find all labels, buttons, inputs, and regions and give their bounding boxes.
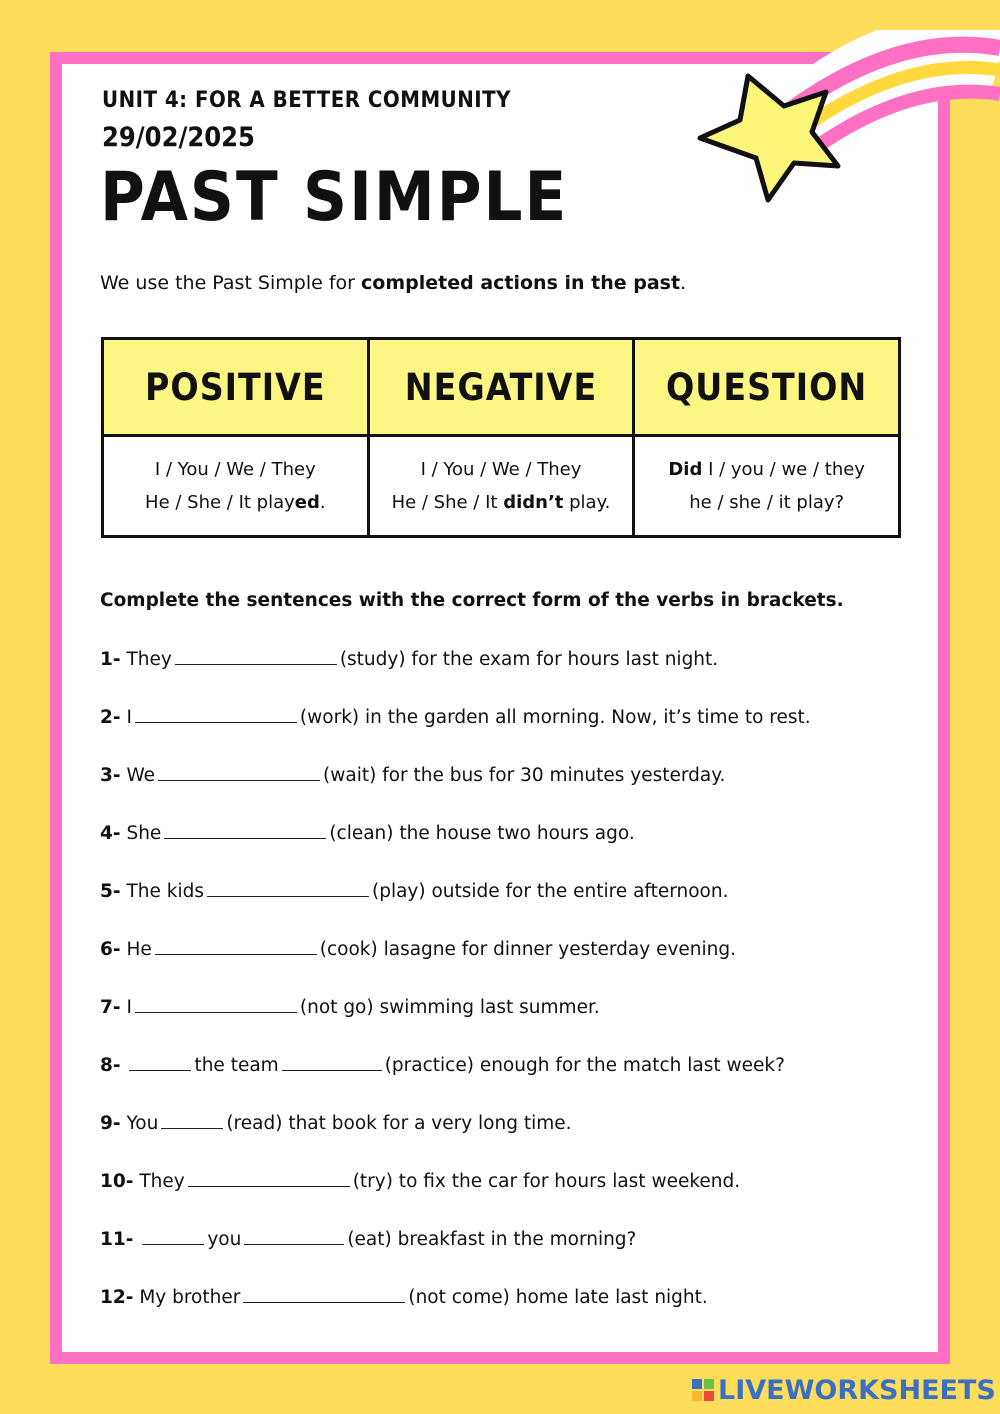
intro-text: We use the Past Simple for completed actions in the past. — [100, 272, 687, 294]
answer-blank-11b[interactable] — [244, 1228, 344, 1245]
answer-blank-3[interactable] — [158, 764, 320, 781]
exercise-6: 6- He (cook) lasagne for dinner yesterday evening. — [100, 939, 737, 960]
answer-blank-4[interactable] — [164, 822, 326, 839]
exercise-9: 9- You (read) that book for a very long time. — [100, 1113, 572, 1134]
exercise-2: 2- I (work) in the garden all morning. Now, it’s time to rest. — [100, 707, 811, 728]
date-text: 29/02/2025 — [102, 122, 255, 153]
exercise-12: 12- My brother (not come) home late last night. — [100, 1287, 708, 1308]
logo-text: LIVEWORKSHEETS — [718, 1374, 996, 1406]
cell-question: Did I / you / we / they he / she / it play? — [634, 436, 900, 537]
answer-blank-1[interactable] — [175, 648, 337, 665]
answer-blank-5[interactable] — [207, 880, 369, 897]
logo-squares-icon — [692, 1379, 714, 1401]
page-title: PAST SIMPLE — [100, 158, 569, 237]
exercise-11: 11- you (eat) breakfast in the morning? — [100, 1229, 637, 1250]
exercise-5: 5- The kids (play) outside for the entire afternoon. — [100, 881, 729, 902]
liveworksheets-logo[interactable] — [692, 1374, 996, 1406]
exercise-instructions: Complete the sentences with the correct form of the verbs in brackets. — [100, 590, 844, 611]
header-positive: POSITIVE — [103, 339, 369, 436]
answer-blank-6[interactable] — [155, 938, 317, 955]
exercise-4: 4- She (clean) the house two hours ago. — [100, 823, 635, 844]
answer-blank-10[interactable] — [188, 1170, 350, 1187]
exercise-3: 3- We (wait) for the bus for 30 minutes yesterday. — [100, 765, 726, 786]
exercise-8: 8- the team (practice) enough for the match last week? — [100, 1055, 785, 1076]
answer-blank-11a[interactable] — [142, 1228, 204, 1245]
answer-blank-8b[interactable] — [282, 1054, 382, 1071]
header-question: QUESTION — [634, 339, 900, 436]
answer-blank-8a[interactable] — [129, 1054, 191, 1071]
answer-blank-7[interactable] — [135, 996, 297, 1013]
unit-heading: UNIT 4: FOR A BETTER COMMUNITY — [102, 88, 511, 113]
shooting-star-decoration — [680, 30, 1000, 240]
exercise-1: 1- They (study) for the exam for hours last night. — [100, 649, 719, 670]
cell-positive: I / You / We / They He / She / It played. — [103, 436, 369, 537]
answer-blank-9[interactable] — [161, 1112, 223, 1129]
grammar-table — [101, 337, 901, 538]
star-icon — [700, 76, 838, 200]
exercise-10: 10- They (try) to fix the car for hours last weekend. — [100, 1171, 741, 1192]
header-negative: NEGATIVE — [368, 339, 634, 436]
answer-blank-2[interactable] — [135, 706, 297, 723]
answer-blank-12[interactable] — [243, 1286, 405, 1303]
cell-negative: I / You / We / They He / She / It didn’t play. — [368, 436, 634, 537]
exercise-7: 7- I (not go) swimming last summer. — [100, 997, 600, 1018]
